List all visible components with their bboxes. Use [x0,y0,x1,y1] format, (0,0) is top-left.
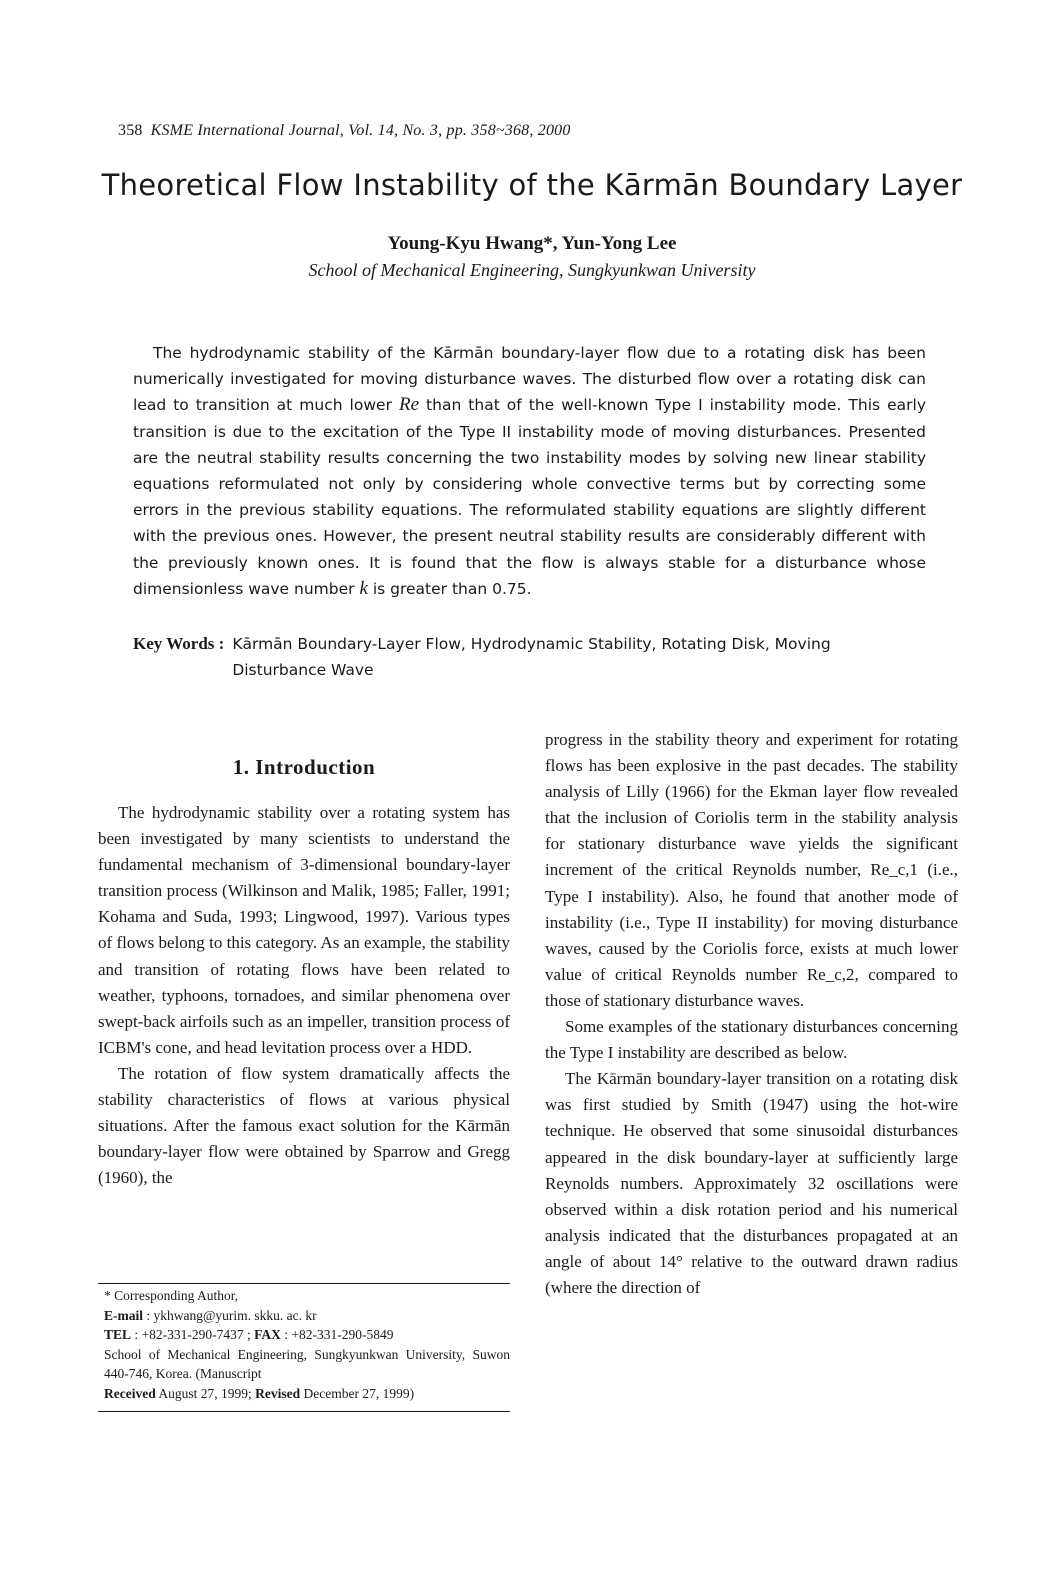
section-heading: 1. Introduction [232,755,376,779]
revised-date: December 27, 1999) [303,1385,415,1401]
footnote-end-rule [98,1411,510,1412]
intro-paragraph-1: The hydrodynamic stability over a rotating system has been investigated by many scientists to understand the fundamental mechanism of 3-dimensional boundary-layer transition process (Wilkinson and Malik, 1985; Faller, 1991; Kohama and Suda, 1993; Lingwood, 1997). Various types of flows belong to this category. As an example, the stability and transition of rotating flows have been related to weather, typhoons, tornadoes, and similar phenomena over swept-back airfoils such as an impeller, transition process of ICBM's cone, and head levitation process over a HDD. [98,803,510,1057]
email-value: : ykhwang@yurim. skku. ac. kr [146,1307,317,1323]
fax-value: : +82-331-290-5849 [284,1327,394,1342]
tel-label: TEL [104,1327,132,1342]
right-paragraph-1: progress in the stability theory and experiment for rotating flows has been explosive in the past decades. The stability analysis of Lilly (1966) for the Ekman layer flow revealed that the inclusion of Coriolis term in the stability analysis for stationary disturbance wave yields the significant increment of the critical Reynolds number, Re_c,1 (i.e., Type I instability). Also, he found that another mode of instability (i.e., Type II instability) for moving disturbance waves, caused by the Coriolis force, exists at much lower value of critical Reynolds number Re_c,2, compared to those of stationary disturbance waves. [545,730,958,1010]
footnote-corresponding: * Corresponding Author, [104,1288,239,1303]
running-head [118,122,571,140]
received-date: August 27, 1999; [158,1385,252,1401]
journal-citation: KSME International Journal, Vol. 14, No. 3, pp. 358~368, 2000 [150,122,571,139]
abstract-text-1: The hydrodynamic stability of the Kārmān boundary-layer flow due to a rotating disk has been numerically investigated for moving disturbance waves. The disturbed flow over a rotating disk can lead to transition at much lower [133,344,926,415]
footnote-address: School of Mechanical Engineering, Sungkyunkwan University, Suwon 440-746, Korea. (Manuscript [104,1346,510,1381]
received-label: Received [104,1385,156,1401]
keywords-text: Kārmān Boundary-Layer Flow, Hydrodynamic Stability, Rotating Disk, Moving Disturbance Wave [232,635,831,679]
keywords-label: Key Words : [133,634,225,653]
right-paragraph-3: The Kārmān boundary-layer transition on a rotating disk was first studied by Smith (1947) using the hot-wire technique. He observed that some sinusoidal disturbances appeared in the disk boundary-layer at sufficiently large Reynolds numbers. Approximately 32 oscillations were observed within a disk rotation period and his numerical analysis indicated that the disturbances propagated at an angle of about 14° relative to the outward drawn radius (where the direction of [545,1069,958,1297]
intro-paragraph-2: The rotation of flow system dramatically affects the stability characteristics of flows at various physical situations. After the famous exact solution for the Kārmān boundary-layer flow were obtained by Sparrow and Gregg (1960), the [98,1063,510,1188]
email-label: E-mail [104,1307,143,1323]
authors: Young-Kyu Hwang*, Yun-Yong Lee [387,233,677,254]
fax-label: FAX [254,1327,281,1342]
revised-label: Revised [255,1385,301,1401]
affiliation: School of Mechanical Engineering, Sungkyunkwan University [308,260,756,280]
keywords [133,631,926,683]
footnote-email-line [104,1306,510,1326]
page-number: 358 [118,122,143,139]
paper-title: Theoretical Flow Instability of the Kārmān Boundary Layer [101,168,963,202]
abstract-k-symbol: k [359,577,368,599]
abstract-text-2: than that of the well-known Type I instability mode. This early transition is due to the excitation of the Type II instability mode of moving disturbances. Presented are the neutral stability results concerning the two instability modes by solving new linear stability equations reformulated not only by considering whole convective terms but by correcting some errors in the previous stability equations. The reformulated stability equations are slightly different with the previous ones. However, the present neutral stability results are considerably different with the previously known ones. It is found that the flow is always stable for a disturbance whose dimensionless wave number [133,396,926,598]
abstract [133,340,926,602]
right-paragraph-2: Some examples of the stationary disturbances concerning the Type I instability are described as below. [545,1017,958,1063]
footnote-rule [98,1283,510,1284]
right-column [545,727,958,1301]
footnote-phone-line [104,1325,510,1345]
footnote-dates [104,1384,510,1404]
left-column [98,754,510,1191]
footnote [104,1286,510,1403]
abstract-text-3: is greater than 0.75. [367,579,532,598]
abstract-re-symbol: Re [398,394,420,416]
tel-value: : +82-331-290-7437 ; [134,1327,251,1342]
